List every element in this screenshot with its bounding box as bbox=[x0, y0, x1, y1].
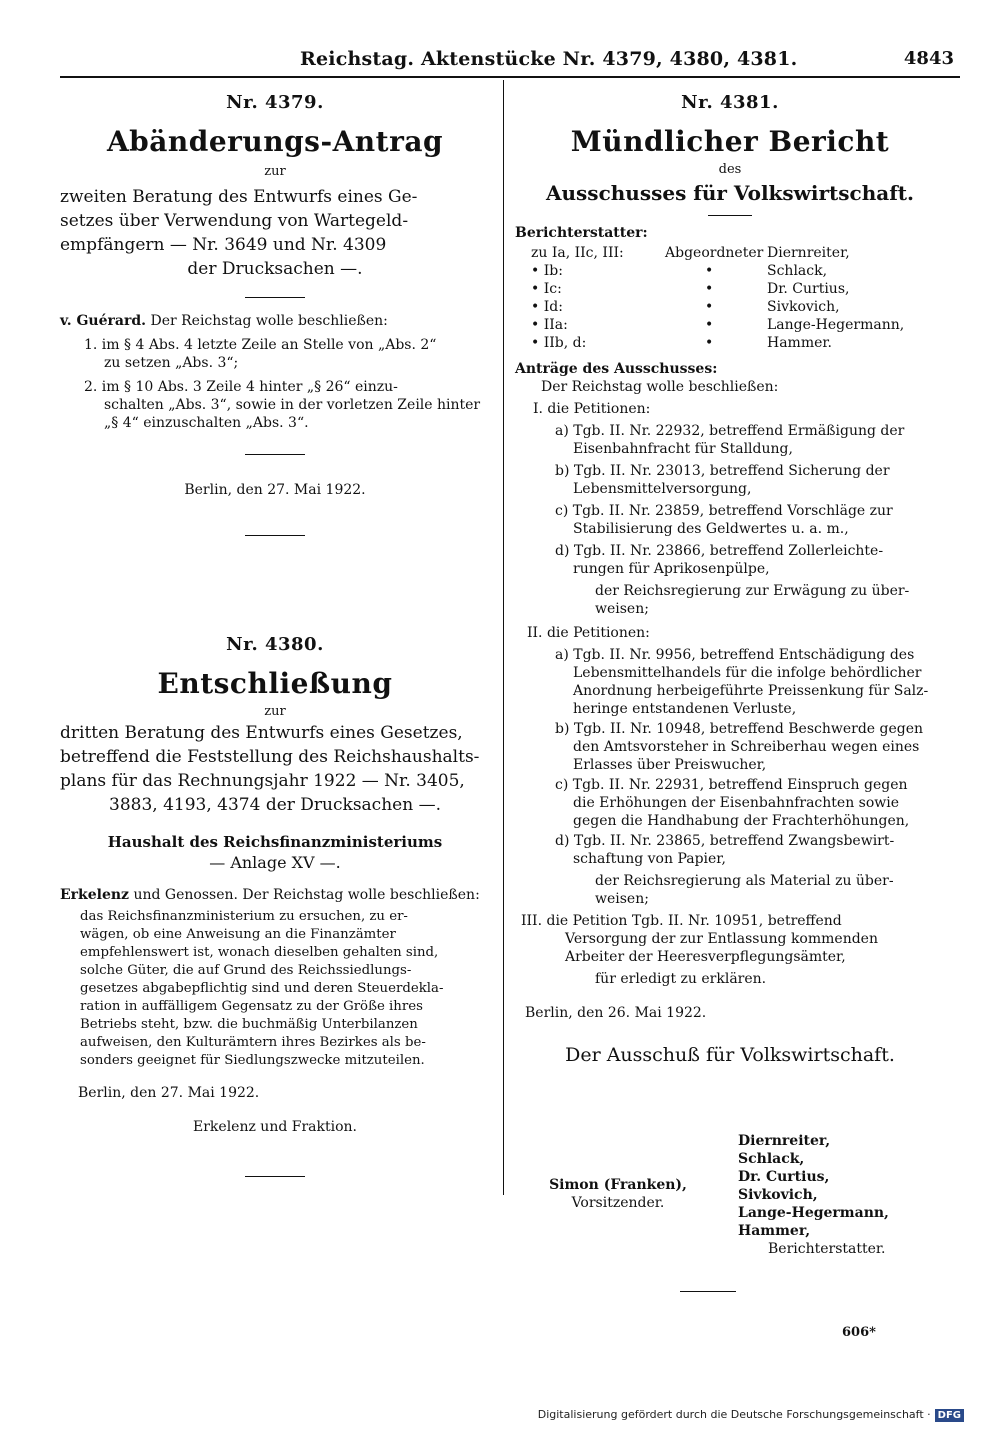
text-line: solche Güter, die auf Grund des Reichssiedlungs- bbox=[80, 963, 412, 978]
item-line: 1. im § 4 Abs. 4 letzte Zeile an Stelle von „Abs. 2“ bbox=[84, 337, 437, 353]
reporter-role: • bbox=[705, 317, 714, 333]
separator-rule bbox=[245, 297, 305, 298]
reporter-role: • bbox=[705, 281, 714, 297]
subtitle-line: der Drucksachen —. bbox=[187, 259, 363, 279]
motion-intro bbox=[60, 886, 490, 904]
page-header bbox=[60, 46, 960, 78]
reporter-name: Diernreiter, bbox=[767, 245, 850, 261]
header-title: Reichstag. Aktenstücke Nr. 4379, 4380, 4381. bbox=[300, 48, 798, 70]
reporter-label: • IIb, d: bbox=[531, 335, 587, 351]
reporter-label: • IIa: bbox=[531, 317, 568, 333]
separator-rule bbox=[245, 1176, 305, 1177]
item-line: schalten „Abs. 3“, sowie in der vorletzen Zeile hinter bbox=[104, 397, 481, 413]
item-line: weisen; bbox=[595, 891, 649, 907]
zur-label: zur bbox=[264, 164, 286, 179]
mover-name: v. Guérard. bbox=[60, 313, 147, 329]
item-line: Lebensmittelversorgung, bbox=[573, 481, 752, 497]
item-line: schaftung von Papier, bbox=[573, 851, 726, 867]
footer-text: Digitalisierung gefördert durch die Deutsche Forschungsgemeinschaft · bbox=[537, 1408, 931, 1421]
separator-rule bbox=[680, 1291, 736, 1292]
sheet-number: 606* bbox=[842, 1325, 876, 1340]
item-line: der Reichsregierung zur Erwägung zu über- bbox=[595, 583, 910, 599]
signer-name: Schlack, bbox=[738, 1151, 805, 1167]
item-line: Eisenbahnfracht für Stalldung, bbox=[573, 441, 793, 457]
annex-label: — Anlage XV —. bbox=[209, 853, 341, 872]
doc-date: Berlin, den 27. Mai 1922. bbox=[78, 1085, 260, 1101]
reporter-role: • bbox=[705, 335, 714, 351]
doc-title: Abänderungs-Antrag bbox=[106, 125, 444, 158]
subtitle-line: setzes über Verwendung von Wartegeld- bbox=[60, 211, 409, 231]
petition-item bbox=[515, 912, 945, 966]
separator-rule bbox=[245, 454, 305, 455]
doc-subtitle bbox=[60, 185, 490, 281]
section-4381 bbox=[515, 92, 945, 1066]
footer-credit bbox=[538, 1408, 964, 1422]
subtitle-line: empfängern — Nr. 3649 und Nr. 4309 bbox=[60, 235, 387, 255]
signer-name: Hammer, bbox=[738, 1223, 811, 1239]
text-line: ration in auffälligem Gegensatz zu der Größe ihres bbox=[80, 999, 423, 1014]
amendment-item bbox=[60, 336, 490, 372]
doc-number: Nr. 4379. bbox=[226, 92, 324, 113]
item-line: die Erhöhungen der Eisenbahnfrachten sowie bbox=[573, 795, 900, 811]
reporter-name: Hammer. bbox=[767, 335, 832, 351]
part-heading: II. die Petitionen: bbox=[527, 625, 650, 641]
motion-text: und Genossen. Der Reichstag wolle beschließen: bbox=[133, 887, 480, 903]
subtitle-line: zweiten Beratung des Entwurfs eines Ge- bbox=[60, 187, 418, 207]
reporter-label: • Ic: bbox=[531, 281, 562, 297]
part-heading: I. die Petitionen: bbox=[533, 401, 651, 417]
signer-role: Berichterstatter. bbox=[768, 1241, 886, 1257]
item-line: Arbeiter der Heeresverpflegungsämter, bbox=[565, 949, 846, 965]
separator-rule bbox=[245, 535, 305, 536]
section-heading: Haushalt des Reichsfinanzministeriums bbox=[107, 833, 443, 851]
text-line: sonders geeignet für Siedlungszwecke mitzuteilen. bbox=[80, 1053, 425, 1068]
section-4379 bbox=[60, 92, 490, 536]
amendment-item bbox=[60, 378, 490, 432]
petition-item bbox=[515, 776, 945, 830]
item-line: gegen die Handhabung der Frachterhöhungen, bbox=[573, 813, 910, 829]
reporter-name: Lange-Hegermann, bbox=[767, 317, 905, 333]
text-line: Betriebs steht, bzw. die buchmäßig Unterbilanzen bbox=[80, 1017, 418, 1032]
signature: Erkelenz und Fraktion. bbox=[193, 1119, 357, 1135]
doc-date: Berlin, den 26. Mai 1922. bbox=[525, 1005, 707, 1021]
motions-heading: Anträge des Ausschusses: bbox=[515, 361, 718, 377]
text-line: gesetzes abgabepflichtig sind und deren Steuerdekla- bbox=[80, 981, 444, 996]
mover-name: Erkelenz bbox=[60, 887, 130, 903]
item-line: a) Tgb. II. Nr. 9956, betreffend Entschädigung des bbox=[555, 647, 915, 663]
subtitle-line: plans für das Rechnungsjahr 1922 — Nr. 3405, bbox=[60, 771, 465, 791]
text-line: das Reichsfinanzministerium zu ersuchen, zu er- bbox=[80, 909, 408, 924]
reporter-role: • bbox=[705, 299, 714, 315]
petition-resolution bbox=[515, 582, 945, 618]
doc-number: Nr. 4380. bbox=[226, 634, 324, 655]
subtitle-line: betreffend die Feststellung des Reichshaushalts- bbox=[60, 747, 480, 767]
petition-resolution: für erledigt zu erklären. bbox=[595, 971, 767, 987]
doc-number: Nr. 4381. bbox=[681, 92, 779, 113]
item-line: a) Tgb. II. Nr. 22932, betreffend Ermäßigung der bbox=[555, 423, 905, 439]
subtitle-line: dritten Beratung des Entwurfs eines Gesetzes, bbox=[60, 723, 463, 743]
item-line: 2. im § 10 Abs. 3 Zeile 4 hinter „§ 26“ einzu- bbox=[84, 379, 398, 395]
text-line: aufweisen, den Kulturämtern ihres Bezirkes als be- bbox=[80, 1035, 426, 1050]
doc-title: Entschließung bbox=[157, 667, 393, 700]
petition-item bbox=[515, 720, 945, 774]
signer-name: Lange-Hegermann, bbox=[738, 1205, 889, 1221]
reporter-role: Abgeordneter bbox=[665, 245, 764, 261]
item-line: b) Tgb. II. Nr. 23013, betreffend Sicherung der bbox=[555, 463, 890, 479]
committee-name: Ausschusses für Volkswirtschaft. bbox=[545, 181, 915, 205]
committee-signature: Der Ausschuß für Volkswirtschaft. bbox=[565, 1044, 895, 1066]
petition-resolution bbox=[515, 872, 945, 908]
item-line: d) Tgb. II. Nr. 23865, betreffend Zwangsbewirt- bbox=[555, 833, 895, 849]
item-line: der Reichsregierung als Material zu über- bbox=[595, 873, 894, 889]
reporter-label: • Id: bbox=[531, 299, 563, 315]
text-line: wägen, ob eine Anweisung an die Finanzämter bbox=[80, 927, 396, 942]
section-4380 bbox=[60, 634, 490, 1177]
des-label: des bbox=[718, 162, 742, 177]
petition-item bbox=[515, 422, 945, 458]
reporter-label: • Ib: bbox=[531, 263, 563, 279]
motion-intro bbox=[60, 312, 490, 330]
item-line: „§ 4“ einzuschalten „Abs. 3“. bbox=[104, 415, 309, 431]
motion-text: Der Reichstag wolle beschließen: bbox=[150, 313, 388, 329]
petition-item bbox=[515, 462, 945, 498]
reporter-name: Sivkovich, bbox=[767, 299, 840, 315]
reporter-role: • bbox=[705, 263, 714, 279]
chair-name: Simon (Franken), bbox=[549, 1177, 687, 1193]
doc-subtitle bbox=[60, 721, 490, 817]
reporter-signatures bbox=[738, 1132, 958, 1258]
item-line: c) Tgb. II. Nr. 22931, betreffend Einspruch gegen bbox=[555, 777, 908, 793]
text-line: empfehlenswert ist, wonach dieselben gehalten sind, bbox=[80, 945, 439, 960]
item-line: b) Tgb. II. Nr. 10948, betreffend Beschwerde gegen bbox=[555, 721, 924, 737]
chair-signature bbox=[528, 1176, 708, 1212]
petition-item bbox=[515, 502, 945, 538]
signer-name: Diernreiter, bbox=[738, 1133, 831, 1149]
item-line: zu setzen „Abs. 3“; bbox=[104, 355, 239, 371]
signer-name: Sivkovich, bbox=[738, 1187, 818, 1203]
item-line: Erlasses über Preiswucher, bbox=[573, 757, 767, 773]
chair-role: Vorsitzender. bbox=[571, 1195, 665, 1211]
reporter-name: Dr. Curtius, bbox=[767, 281, 850, 297]
item-line: weisen; bbox=[595, 601, 649, 617]
signer-name: Dr. Curtius, bbox=[738, 1169, 830, 1185]
item-line: Stabilisierung des Geldwertes u. a. m., bbox=[573, 521, 849, 537]
item-line: heringe entstandenen Verluste, bbox=[573, 701, 797, 717]
item-line: c) Tgb. II. Nr. 23859, betreffend Vorschläge zur bbox=[555, 503, 893, 519]
doc-title: Mündlicher Bericht bbox=[570, 125, 890, 158]
petition-item bbox=[515, 832, 945, 868]
reporters-heading: Berichterstatter: bbox=[515, 225, 648, 241]
item-line: d) Tgb. II. Nr. 23866, betreffend Zollerleichte- bbox=[555, 543, 884, 559]
petition-item bbox=[515, 646, 945, 718]
column-divider bbox=[503, 80, 504, 1195]
resolution-text bbox=[60, 908, 490, 1070]
petition-item bbox=[515, 542, 945, 578]
motions-intro: Der Reichstag wolle beschließen: bbox=[541, 379, 779, 395]
item-line: III. die Petition Tgb. II. Nr. 10951, betreffend bbox=[521, 913, 842, 929]
item-line: Versorgung der zur Entlassung kommenden bbox=[565, 931, 878, 947]
zur-label: zur bbox=[264, 704, 286, 719]
separator-rule bbox=[708, 215, 752, 216]
subtitle-line: 3883, 4193, 4374 der Drucksachen —. bbox=[109, 795, 441, 815]
item-line: Lebensmittelhandels für die infolge behördlicher bbox=[573, 665, 922, 681]
reporters-list bbox=[515, 244, 945, 354]
doc-date: Berlin, den 27. Mai 1922. bbox=[184, 482, 366, 498]
reporter-name: Schlack, bbox=[767, 263, 828, 279]
dfg-logo: DFG bbox=[935, 1409, 964, 1422]
item-line: Anordnung herbeigeführte Preissenkung für Salz- bbox=[573, 683, 929, 699]
header-page-number: 4843 bbox=[903, 48, 954, 69]
item-line: rungen für Aprikosenpülpe, bbox=[573, 561, 770, 577]
reporter-label: zu Ia, IIc, III: bbox=[531, 245, 624, 261]
item-line: den Amtsvorsteher in Schreiberhau wegen eines bbox=[573, 739, 920, 755]
